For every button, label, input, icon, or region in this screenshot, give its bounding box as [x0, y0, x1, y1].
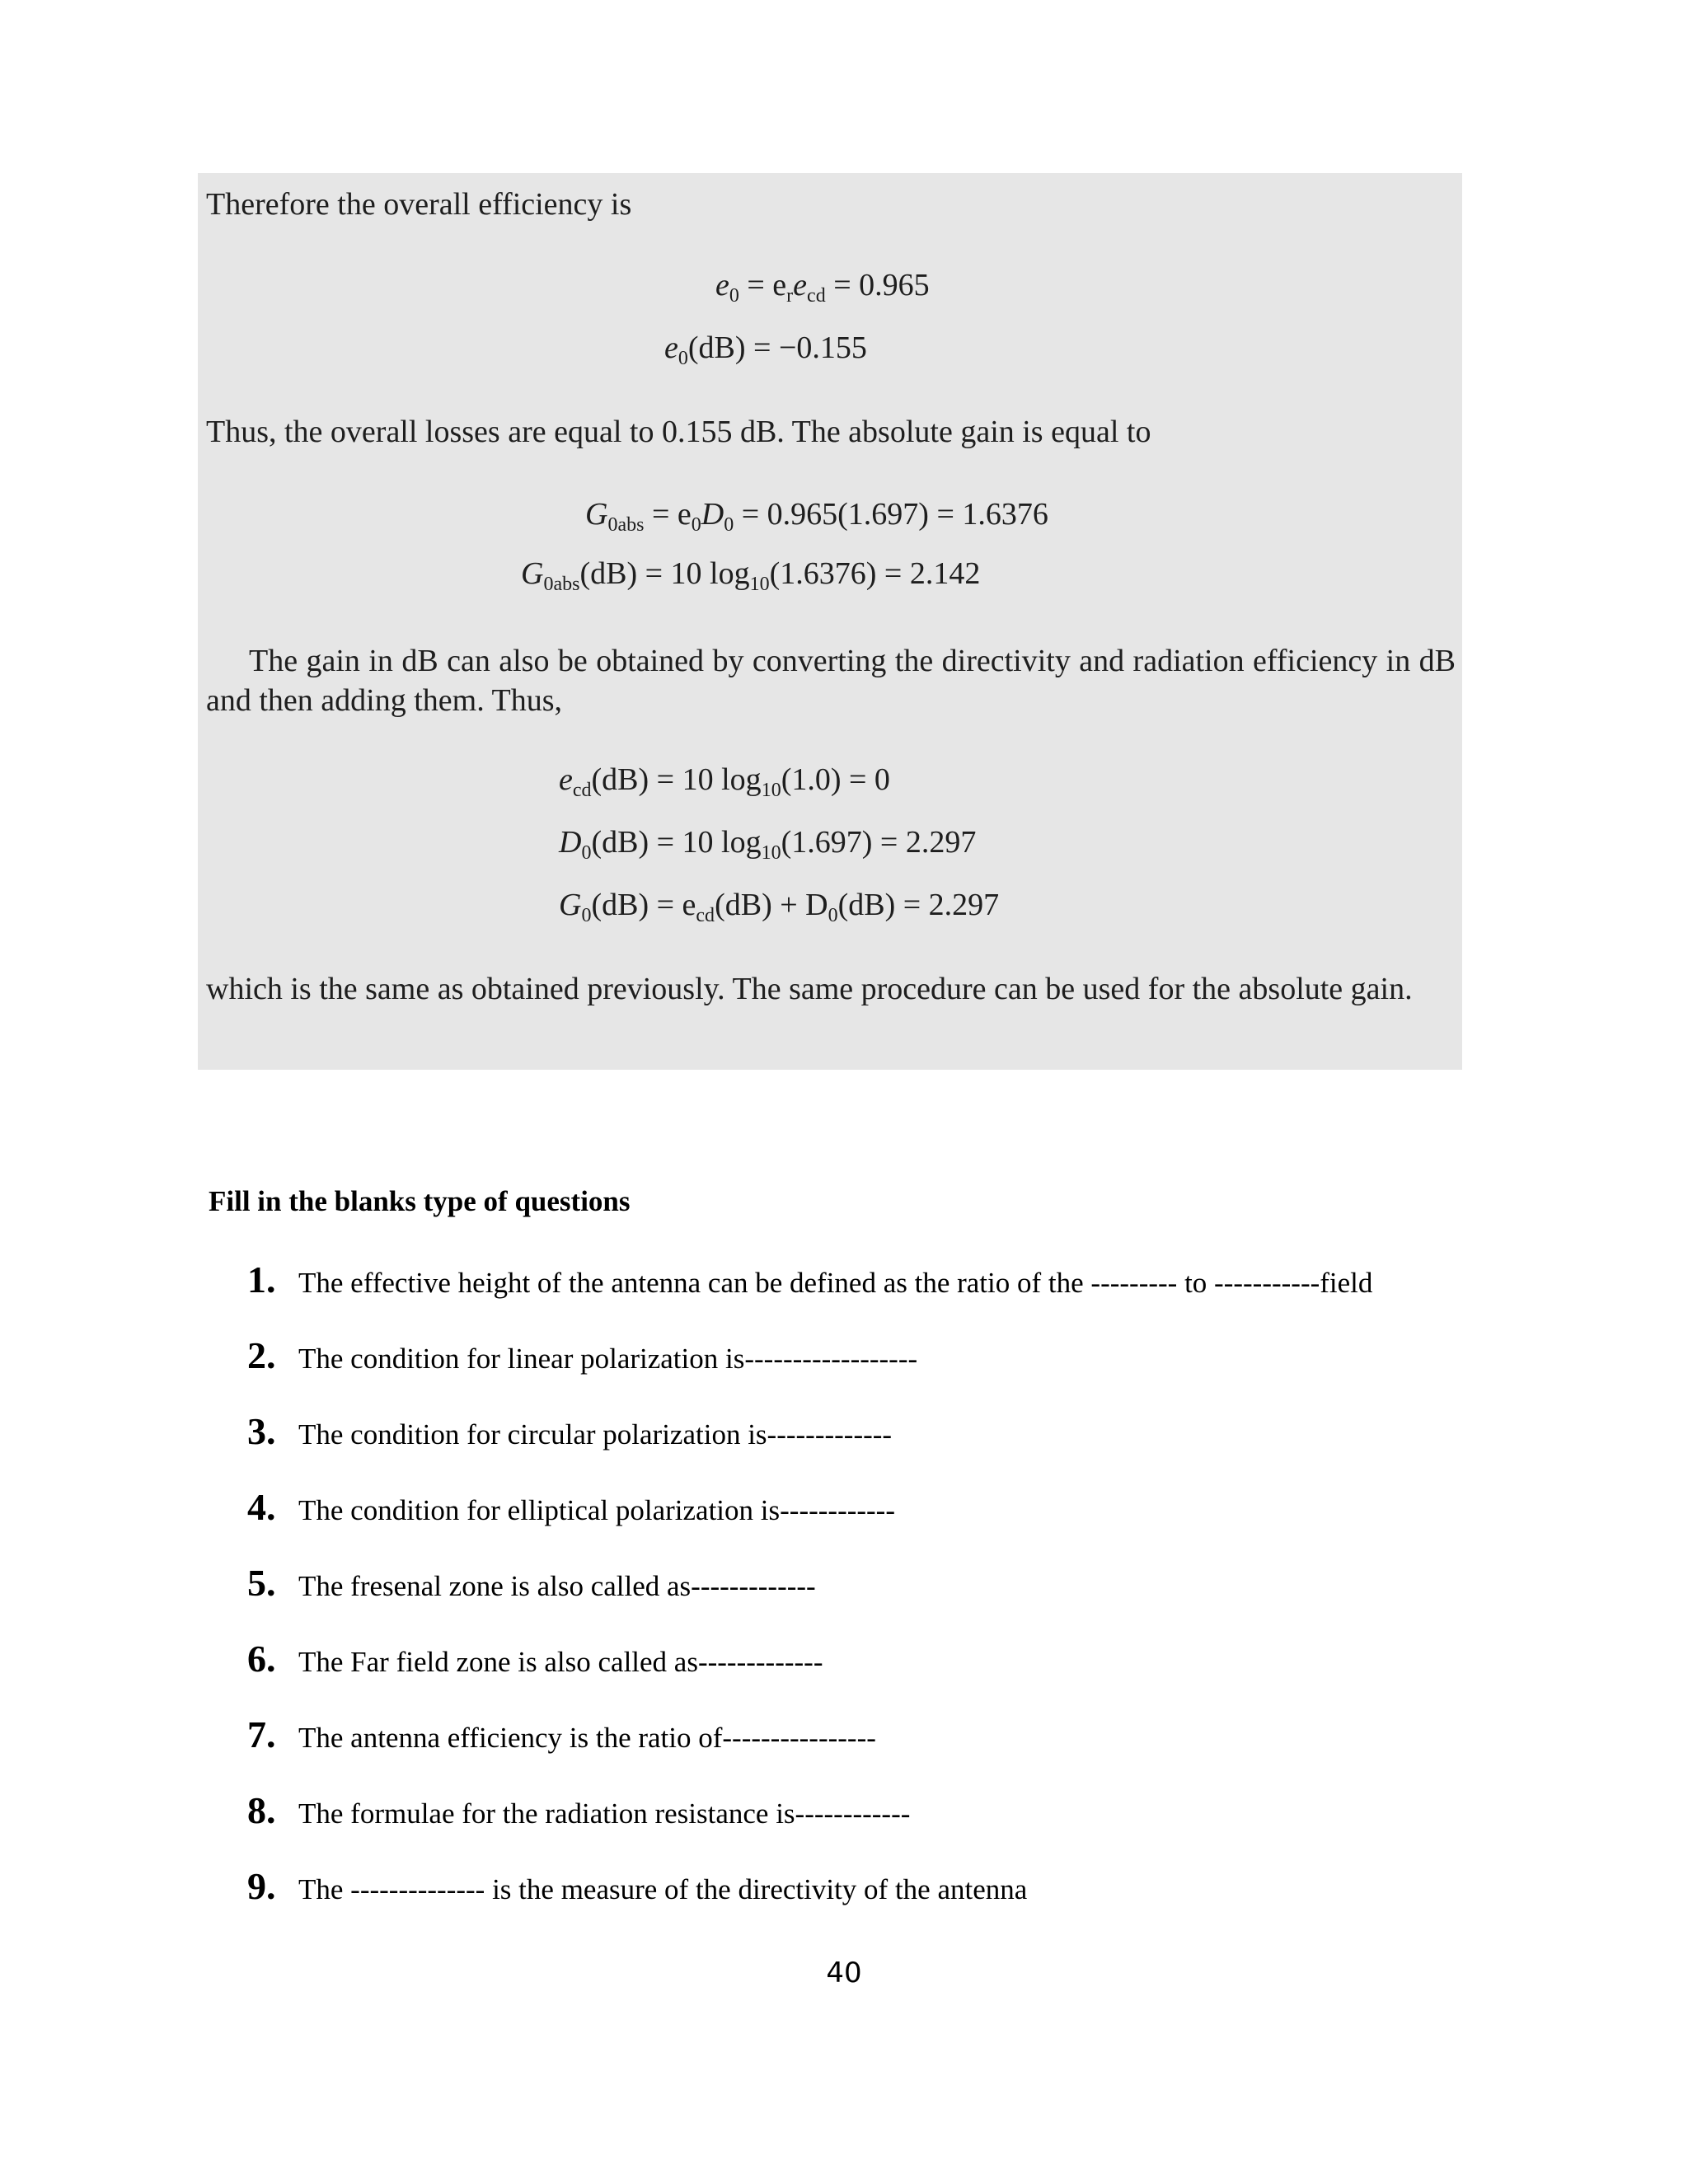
- question-item: [247, 1409, 892, 1453]
- question-number: 8.: [247, 1789, 276, 1831]
- question-number: 6.: [247, 1638, 276, 1680]
- question-number: 1.: [247, 1258, 276, 1301]
- question-text: The formulae for the radiation resistance is------------: [298, 1797, 911, 1830]
- closing-paragraph: which is the same as obtained previously. The same procedure can be used for the absolute gain.: [206, 972, 1413, 1006]
- question-number: 7.: [247, 1713, 276, 1755]
- question-text: The condition for linear polarization is------------------: [298, 1343, 918, 1375]
- question-item: [247, 1637, 823, 1680]
- question-item: [247, 1864, 1027, 1908]
- question-text: The condition for elliptical polarization is------------: [298, 1494, 895, 1526]
- equation-absolute-gain-db: $G_{0abs}(dB) = 10$ $\log_{10}(1.6376) = 2.142$: [521, 556, 981, 595]
- losses-text: Thus, the overall losses are equal to 0.155 dB. The absolute gain is equal to: [206, 415, 1151, 449]
- question-number: 2.: [247, 1334, 276, 1376]
- gain-paragraph: The gain in dB can also be obtained by converting the directivity and radiation efficiency in dB and then adding them. Thus,: [206, 644, 1456, 718]
- question-item: [247, 1561, 816, 1605]
- question-number: 4.: [247, 1486, 276, 1528]
- question-text: The fresenal zone is also called as-------------: [298, 1570, 816, 1602]
- question-item: [247, 1713, 876, 1756]
- equation-overall-efficiency: $e_0 = e_re_{cd} = 0.965$: [715, 268, 930, 307]
- section-title: Fill in the blanks type of questions: [209, 1185, 631, 1217]
- question-text: The Far field zone is also called as-------------: [298, 1646, 823, 1678]
- question-item: [247, 1485, 895, 1529]
- equation-gain-db: $G_0(dB) = e_{cd}(dB) + D_0(dB) = 2.297$: [559, 888, 1000, 926]
- question-number: 5.: [247, 1562, 276, 1604]
- equation-absolute-gain: $G_{0abs} = e_0D_0 = 0.965(1.697) = 1.6376$: [585, 497, 1048, 536]
- scanned-textbook-excerpt: [198, 173, 1462, 1070]
- question-item: [247, 1788, 910, 1832]
- equation-ecd-db: $e_{cd}(dB) = 10$ $\log_{10}(1.0) = 0$: [559, 762, 890, 801]
- question-item: [247, 1258, 1372, 1301]
- question-text: The condition for circular polarization is-------------: [298, 1418, 893, 1451]
- question-number: 9.: [247, 1865, 276, 1907]
- question-text: The effective height of the antenna can be defined as the ratio of the --------- to -----------field: [298, 1267, 1373, 1299]
- question-text: The -------------- is the measure of the directivity of the antenna: [298, 1873, 1028, 1905]
- page-number: 40: [826, 1957, 862, 1990]
- equation-directivity-db: $D_0(dB) = 10$ $\log_{10}(1.697) = 2.297$: [559, 825, 977, 864]
- question-text: The antenna efficiency is the ratio of----------------: [298, 1722, 876, 1754]
- question-number: 3.: [247, 1410, 276, 1452]
- intro-text: Therefore the overall efficiency is: [206, 187, 632, 222]
- question-item: [247, 1333, 917, 1377]
- equation-efficiency-db: $e_0(dB) = -0.155$: [664, 330, 867, 369]
